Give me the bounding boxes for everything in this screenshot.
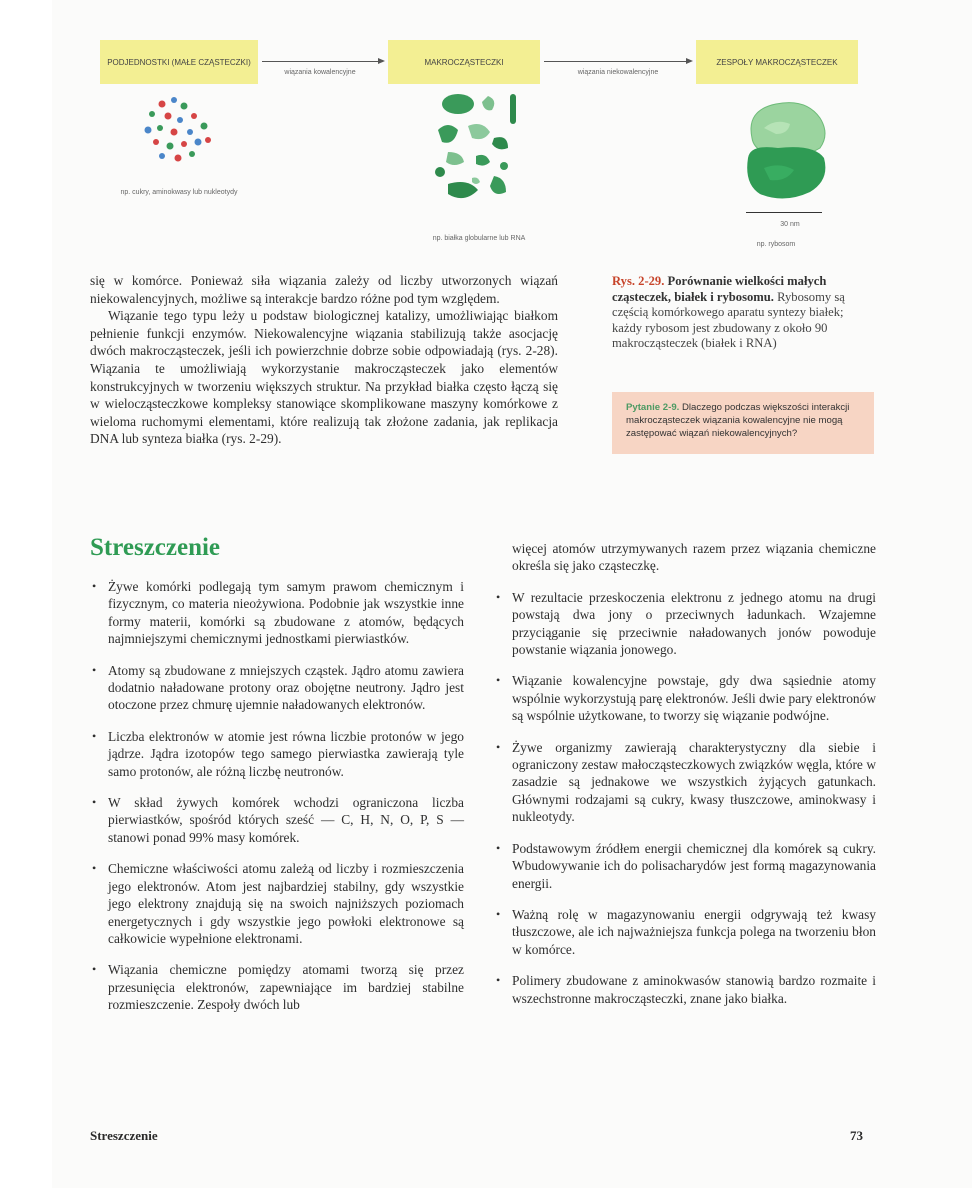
caption-text: Rybosomy są częścią komórkowego aparatu syntezy białek; każdy rybosom jest zbudowany z około 90 makrocząsteczek (białek i RNA) <box>612 289 845 351</box>
arrow-noncovalent-label: wiązania niekowalencyjne <box>577 69 659 76</box>
summary-item: • Chemiczne właściwości atomu zależą od liczby i rozmieszczenia jego elektronów. Atom jest najbardziej stabilny, gdy wszystkie jego elektrony znajdują się na swoich najniższych poziomach energetycznych i gdy wszystkie jego powłoki elektronowe są całkowicie wypełnione elektronami. <box>92 861 464 946</box>
macromolecules-label: np. białka globularne lub RNA <box>432 235 526 242</box>
running-footer: Streszczenie <box>90 1128 158 1143</box>
figure-caption <box>612 274 872 352</box>
caption-title: Porównanie wielkości małych cząsteczek, białek i rybosomu. <box>612 274 827 304</box>
summary-right-column <box>494 540 876 1021</box>
scale-bar <box>746 212 822 213</box>
page-margin <box>0 0 52 1188</box>
summary-item: • Polimery zbudowane z aminokwasów stanowią bardzo rozmaite i wszechstronne makrocząsteczki, znane jako białka. <box>496 973 876 1006</box>
molecule-dots <box>145 97 212 162</box>
summary-item: • Ważną rolę w magazynowaniu energii odgrywają też kwasy tłuszczowe, ale ich najważniejsza funkcja polega na tworzeniu błon w komórce. <box>496 906 876 957</box>
arrow-covalent-label: wiązania kowalencyjne <box>284 69 356 76</box>
paragraph-1: się w komórce. Ponieważ siła wiązania zależy od liczby utworzonych wiązań niekowalencyjnych, możliwe są interakcje bardzo różne pod tym względem. <box>90 273 558 306</box>
arrow-covalent-head <box>378 58 385 64</box>
summary-item: • Żywe komórki podlegają tym samym prawom chemicznym i fizycznym, co materia nieożywiona. Podobnie jak wszystkie inne formy materii, komórki są zbudowane z atomów, będących najmniejszymi chemicznymi jednostkami pierwiastków. <box>92 579 464 647</box>
summary-item: • Atomy są zbudowane z mniejszych cząstek. Jądro atomu zawiera dodatnio naładowane protony oraz obojętne neutrony. Jądro jest otoczone przez chmurę ujemnie naładowanych elektronów. <box>92 662 464 713</box>
body-text-block <box>90 272 558 448</box>
figure-box-macromolecules: MAKROCZĄSTECZKI <box>388 40 540 84</box>
summary-item: • Wiązanie kowalencyjne powstaje, gdy dwa sąsiednie atomy wspólnie wykorzystują parę elektronów. Jeśli dwie pary elektronów są wspólnie użytkowane, to tworzy się wiązanie podwójne. <box>496 673 876 724</box>
arrow-covalent <box>262 61 380 62</box>
small-molecules-label: np. cukry, aminokwasy lub nukleotydy <box>120 189 238 196</box>
paragraph-2: Wiązanie tego typu leży u podstaw biologicznej katalizy, umożliwiając białkom pełnienie funkcji enzymów. Niekowalencyjne wiązania stabilizują także asocjację dwóch makrocząsteczek, jeśli ich powierzchnie dobrze sobie odpowiadają (rys. 2-28). Wiązania te umożliwiają wykorzystanie makrocząsteczek jako elementów konstrukcyjnych w tworzeniu większych struktur. Na przykład białka często łączą się w wielocząsteczkowe kompleksy stanowiące skomplikowane maszyny komórkowe z wieloma ruchomymi elementami, które realizują tak złożone zadania, jak replikacja DNA lub synteza białka (rys. 2-29). <box>90 308 558 447</box>
macromolecules-illustration <box>428 90 532 210</box>
summary-item: • W rezultacie przeskoczenia elektronu z jednego atomu na drugi powstają dwa jony o przeciwnych ładunkach. Wzajemne przyciąganie się przeciwnie naładowanych jonów powoduje powstanie wiązania jonowego. <box>496 589 876 658</box>
ribosome-shape <box>747 103 825 199</box>
summary-item: • Liczba elektronów w atomie jest równa liczbie protonów w jego jądrze. Jądra izotopów tego samego pierwiastka zawierają tyle samo protonów, ale różną liczbę neutronów. <box>92 728 464 779</box>
figure-box-subunits: PODJEDNOSTKI (MAŁE CZĄSTECZKI) <box>100 40 258 84</box>
arrow-noncovalent <box>544 61 688 62</box>
protein-shapes <box>435 94 516 198</box>
ribosome-label: np. rybosom <box>756 241 796 248</box>
summary-item: • W skład żywych komórek wchodzi ograniczona liczba pierwiastków, spośród których sześć — C, H, N, O, P, S — stanowi ponad 99% masy komórek. <box>92 795 464 845</box>
summary-continuation: więcej atomów utrzymywanych razem przez wiązania chemiczne określa się jako cząsteczkę. <box>512 541 876 574</box>
summary-item: • Żywe organizmy zawierają charakterystyczny dla siebie i ograniczony zestaw małocząsteczkowych związków węgla, które w zasadzie są jednakowe we wszystkich żyjących gatunkach. Głównymi rodzajami są cukry, kwasy tłuszczowe, aminokwasy i nukleotydy. <box>496 739 876 825</box>
figure-box-assemblies: ZESPOŁY MAKROCZĄSTECZEK <box>696 40 858 84</box>
page-number: 73 <box>850 1128 863 1143</box>
question-box <box>612 392 874 454</box>
ribosome-illustration <box>734 98 834 204</box>
scale-bar-label: 30 nm <box>780 221 800 228</box>
small-molecules-illustration <box>132 92 228 176</box>
arrow-noncovalent-head <box>686 58 693 64</box>
question-text: Dlaczego podczas większości interakcji makrocząsteczek wiązania kowalencyjne nie mogą zastępować wiązań niekowalencyjnych? <box>626 402 850 439</box>
summary-item: • Wiązania chemiczne pomiędzy atomami tworzą się przez przesunięcia elektronów, zapewniające im bardziej stabilne rozmieszczenie. Zespoły dwóch lub <box>92 962 464 1013</box>
summary-left-column <box>90 578 464 1028</box>
summary-item: • Podstawowym źródłem energii chemicznej dla komórek są cukry. Wbudowywanie ich do polisacharydów jest formą magazynowania energii. <box>496 840 876 891</box>
question-label: Pytanie 2-9. <box>626 402 680 413</box>
caption-label: Rys. 2-29. <box>612 274 665 288</box>
section-title: Streszczenie <box>90 534 221 561</box>
